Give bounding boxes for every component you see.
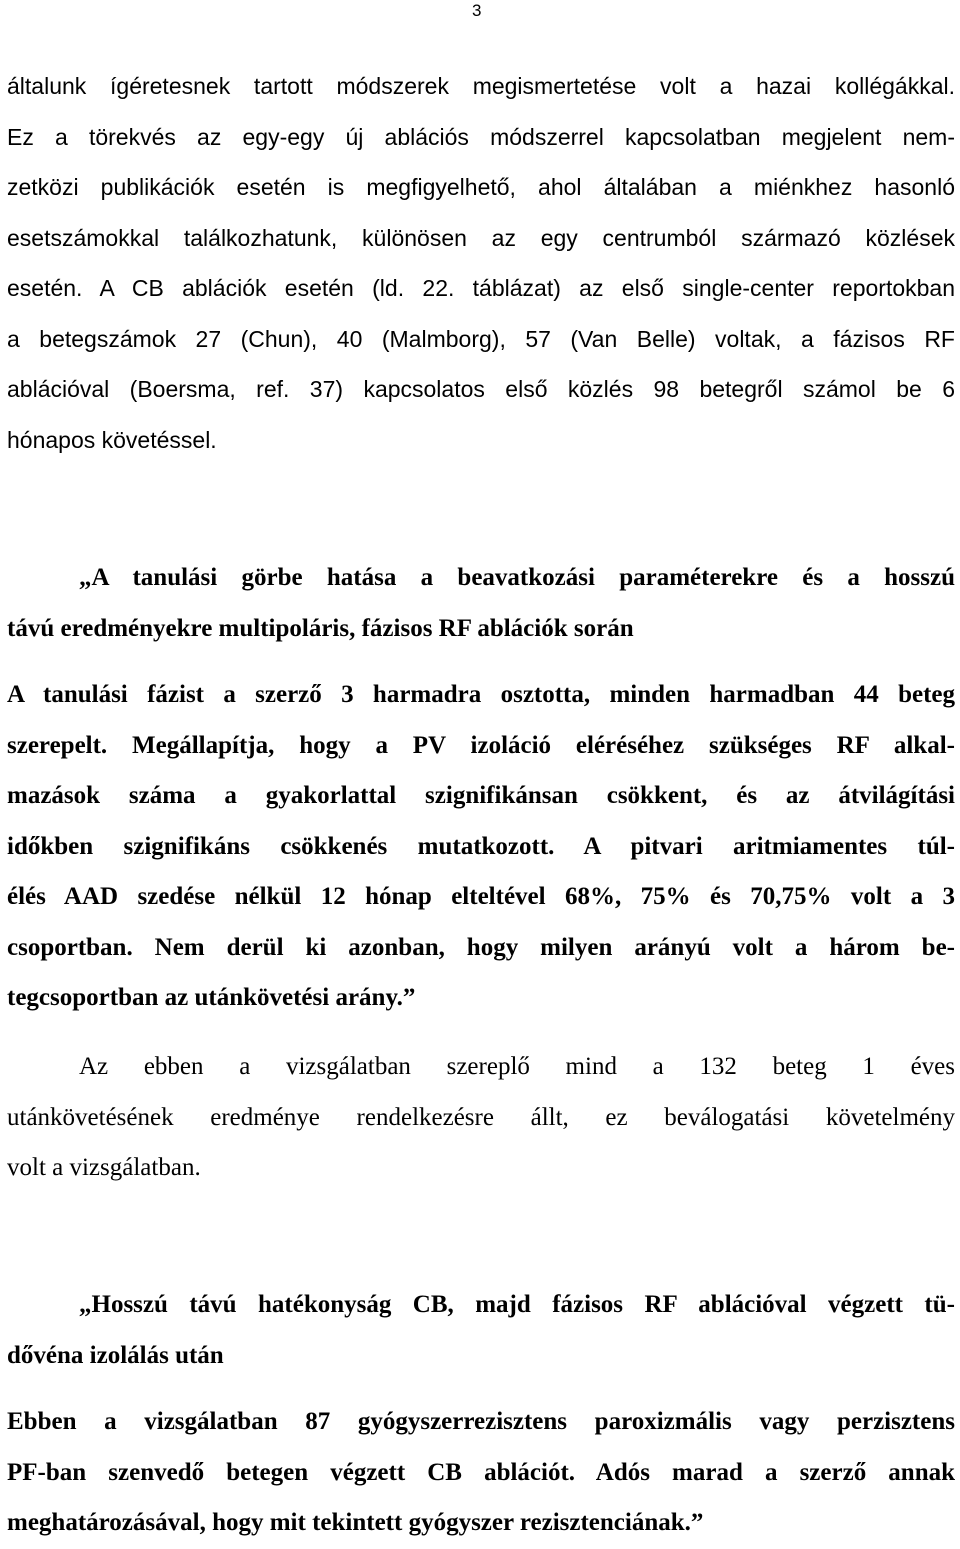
text-line: A tanulási fázist a szerző 3 harmadra osztotta, minden harmadban 44 beteg [7,681,955,708]
text-line: általunk ígéretesnek tartott módszerek megismertetése volt a hazai kollégákkal. [7,73,955,99]
text-line: zetközi publikációk esetén is megfigyelhető, ahol általában a miénkhez hasonló [7,174,955,200]
intro-paragraph [7,61,955,465]
text-line: Az ebben a vizsgálatban szereplő mind a 132 beteg 1 éves [79,1053,955,1080]
text-line: esetén. A CB ablációk esetén (ld. 22. táblázat) az első single-center reportokban [7,275,955,301]
text-line: távú eredményekre multipoláris, fázisos RF ablációk során [7,614,634,642]
section-2-summary [7,1397,955,1549]
text-line: Ebben a vizsgálatban 87 gyógyszerrezisztens paroxizmális vagy perzisztens [7,1408,955,1435]
text-line: hónapos követéssel. [7,426,217,453]
text-line: élés AAD szedése nélkül 12 hónap elteltével 68%, 75% és 70,75% volt a 3 [7,883,955,910]
text-line: dővéna izolálás után [7,1341,224,1369]
text-line: ablációval (Boersma, ref. 37) kapcsolatos első közlés 98 betegről számol be 6 [7,376,955,402]
section-1-summary [7,670,955,1024]
text-line: csoportban. Nem derül ki azonban, hogy milyen arányú volt a három be- [7,933,955,961]
text-line: időkben szignifikáns csökkenés mutatkozott. A pitvari aritmiamentes túl- [7,832,955,860]
text-line: „A tanulási görbe hatása a beavatkozási paraméterekre és a hosszú [79,564,955,591]
text-line: utánkövetésének eredménye rendelkezésre állt, ez beválogatási követelmény [7,1103,955,1131]
text-line: Ez a törekvés az egy-egy új ablációs módszerrel kapcsolatban megjelent nem- [7,123,955,150]
page-number: 3 [472,1,482,20]
text-line: meghatározásával, hogy mit tekintett gyógyszer rezisztenciának.” [7,1509,704,1536]
section-2-title [7,1280,955,1381]
text-line: a betegszámok 27 (Chun), 40 (Malmborg), 57 (Van Belle) voltak, a fázisos RF [7,325,955,352]
text-line: tegcsoportban az utánkövetési arány.” [7,984,416,1011]
text-line: PF-ban szenvedő betegen végzett CB ablációt. Adós marad a szerző annak [7,1458,955,1486]
section-1-title [7,553,955,654]
text-line: esetszámokkal találkozhatunk, különösen az egy centrumból származó közlések [7,224,955,251]
text-line: szerepelt. Megállapítja, hogy a PV izoláció eléréséhez szükséges RF alkal- [7,731,955,759]
section-1-response [7,1042,955,1194]
text-line: mazások száma a gyakorlattal szignifikánsan csökkent, és az átvilágítási [7,782,955,809]
text-line: „Hosszú távú hatékonyság CB, majd fázisos RF ablációval végzett tü- [79,1291,955,1318]
text-line: volt a vizsgálatban. [7,1154,201,1181]
